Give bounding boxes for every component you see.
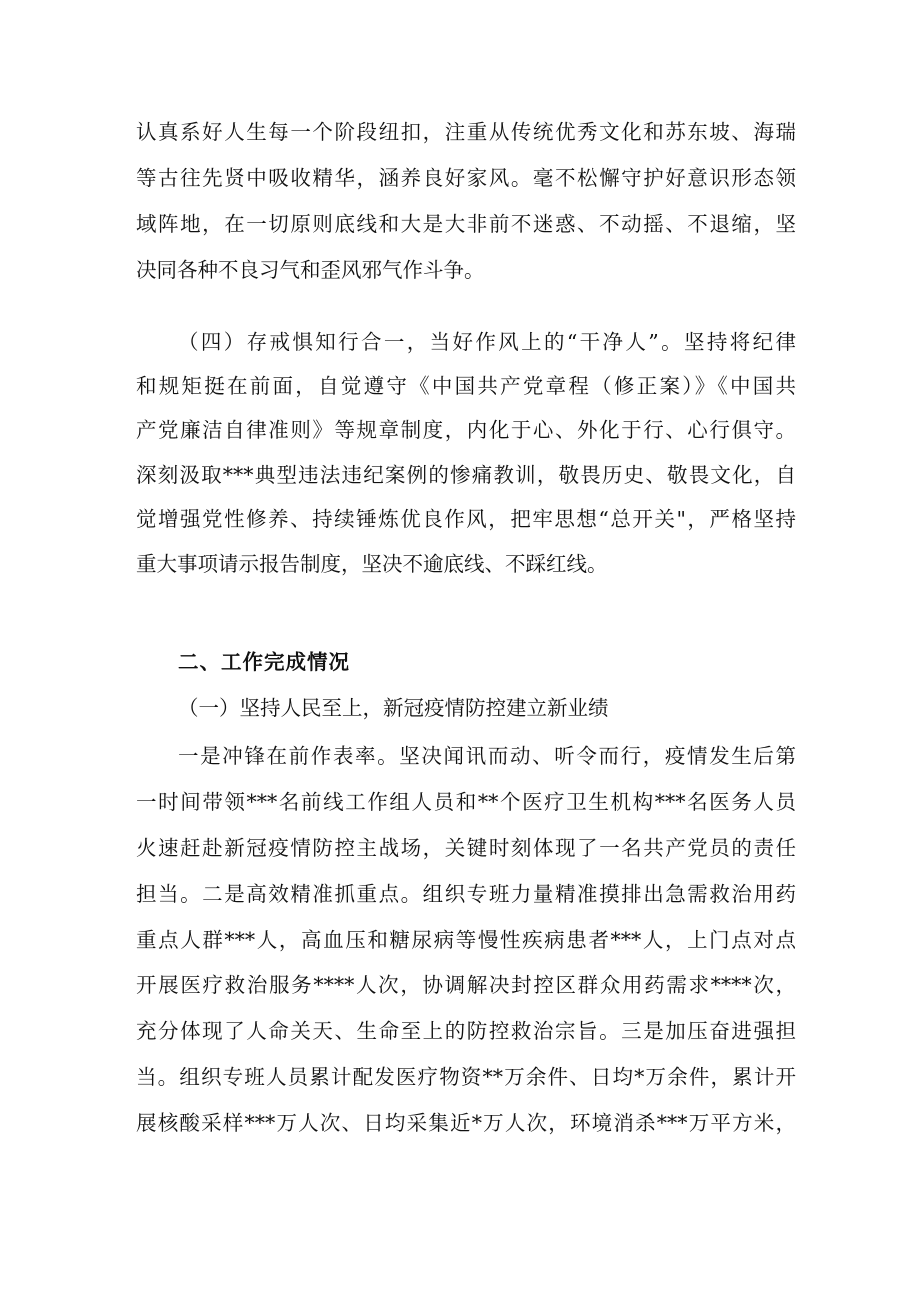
body-text-line: 决同各种不良习气和歪风邪气作斗争。	[136, 258, 485, 282]
section-heading: 二、工作完成情况	[178, 650, 350, 674]
body-text-line: 一是冲锋在前作表率。坚决闻讯而动、听令而行，疫情发生后第	[178, 744, 796, 768]
body-text-line: 展核酸采样***万人次、日均采集近*万人次，环境消杀***万平方米，	[136, 1111, 796, 1135]
body-text-line: 火速赶赴新冠疫情防控主战场，关键时刻体现了一名共产党员的责任	[136, 836, 796, 860]
body-text-line: 觉增强党性修养、持续锤炼优良作风，把牢思想“总开关"，严格坚持	[136, 507, 796, 531]
body-text-line: 等古往先贤中吸收精华，涵养良好家风。毫不松懈守护好意识形态领	[136, 166, 796, 190]
body-text-line: 担当。二是高效精准抓重点。组织专班力量精准摸排出急需救治用药	[136, 882, 796, 906]
body-text-line: 当。组织专班人员累计配发医疗物资**万余件、日均*万余件，累计开	[136, 1065, 796, 1089]
body-text-line: （四）存戒惧知行合一，当好作风上的“干净人”。坚持将纪律	[178, 330, 796, 354]
body-text-line: 开展医疗救治服务****人次，协调解决封控区群众用药需求****次，	[136, 973, 796, 997]
body-text-line: 产党廉洁自律准则》等规章制度，内化于心、外化于行、心行俱守。	[136, 418, 796, 442]
body-text-line: 重大事项请示报告制度，坚决不逾底线、不踩红线。	[136, 552, 608, 576]
body-text-line: 一时间带领***名前线工作组人员和**个医疗卫生机构***名医务人员	[136, 790, 796, 814]
body-text-line: 域阵地，在一切原则底线和大是大非前不迷惑、不动摇、不退缩，坚	[136, 212, 796, 236]
subsection-heading: （一）坚持人民至上，新冠疫情防控建立新业绩	[178, 696, 609, 720]
body-text-line: 和规矩挺在前面，自觉遵守《中国共产党章程（修正案）》《中国共	[136, 374, 796, 398]
body-text-line: 充分体现了人命关天、生命至上的防控救治宗旨。三是加压奋进强担	[136, 1019, 796, 1043]
body-text-line: 深刻汲取***典型违法违纪案例的惨痛教训，敬畏历史、敬畏文化，自	[136, 463, 796, 487]
body-text-line: 重点人群***人，高血压和糖尿病等慢性疾病患者***人，上门点对点	[136, 928, 796, 952]
body-text-line: 认真系好人生每一个阶段纽扣，注重从传统优秀文化和苏东坡、海瑞	[136, 120, 796, 144]
